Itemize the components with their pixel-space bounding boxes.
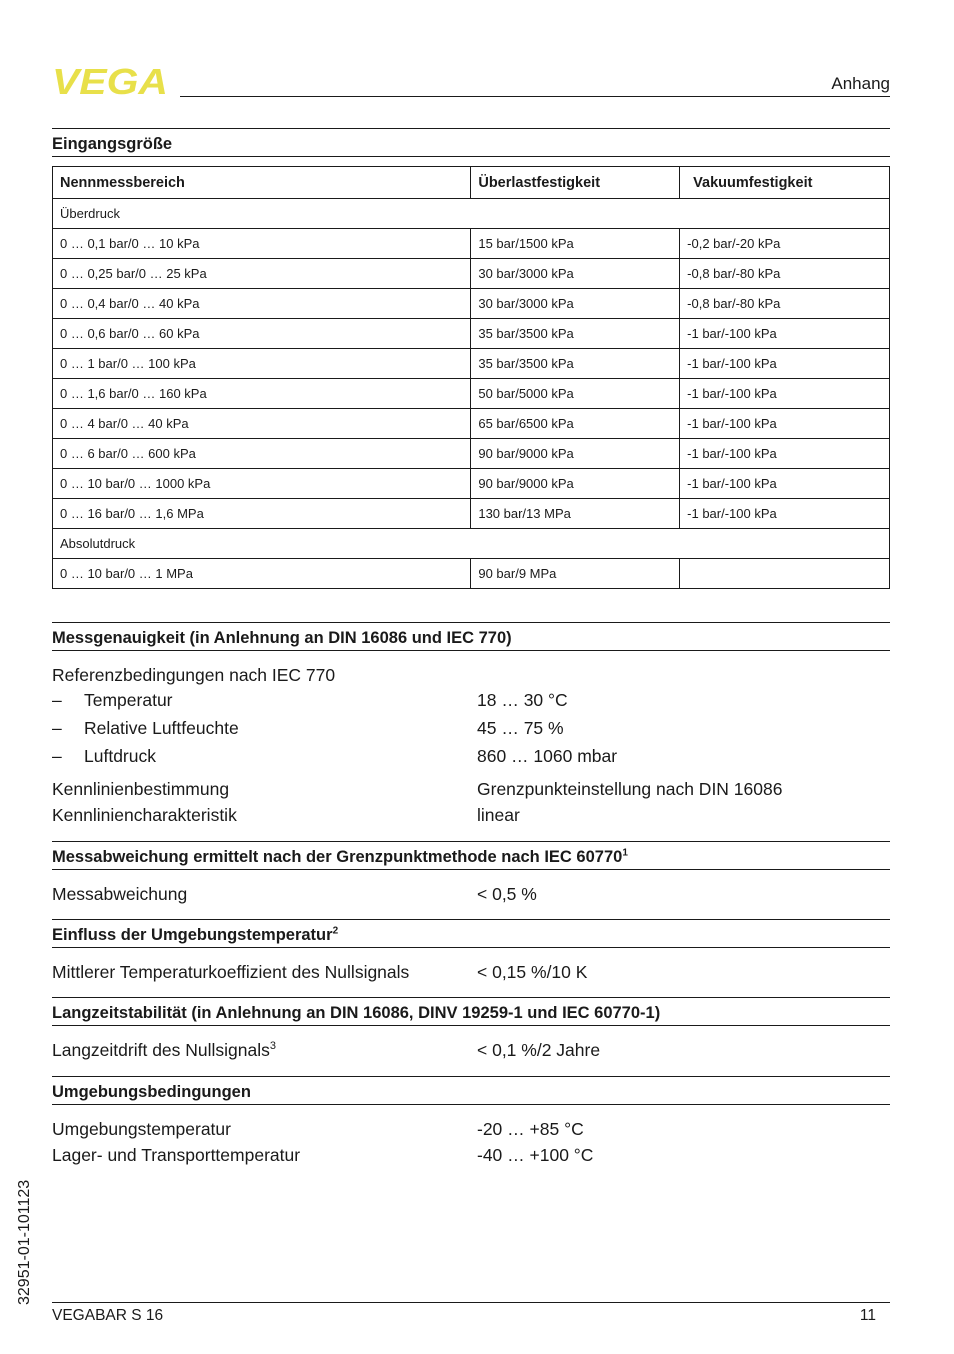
table-cell: 30 bar/3000 kPa <box>471 259 680 289</box>
table-cell: 0 … 0,1 bar/0 … 10 kPa <box>53 229 471 259</box>
column-header: Nennmessbereich <box>53 167 471 199</box>
table-cell: 130 bar/13 MPa <box>471 499 680 529</box>
section-heading-eingang <box>52 128 890 157</box>
bullet-dash: – <box>52 718 62 738</box>
spec-label: Luftdruck <box>84 746 156 766</box>
table-cell: 0 … 1,6 bar/0 … 160 kPa <box>53 379 471 409</box>
heading-text: Messabweichung ermittelt nach der Grenzpunktmethode nach IEC 60770 <box>52 848 623 866</box>
section-heading-langzeit <box>52 997 890 1026</box>
vega-logo <box>52 66 170 96</box>
spec-value: < 0,5 % <box>477 884 537 904</box>
spec-value: 18 … 30 °C <box>477 690 568 710</box>
table-cell: 50 bar/5000 kPa <box>471 379 680 409</box>
column-header: Vakuumfestigkeit <box>680 167 890 199</box>
table-cell: -0,2 bar/-20 kPa <box>680 229 890 259</box>
product-name: VEGABAR S 16 <box>52 1307 164 1324</box>
spec-value: 45 … 75 % <box>477 718 564 738</box>
spec-label-text: Langzeitdrift des Nullsignals <box>52 1040 270 1060</box>
table-cell: -0,8 bar/-80 kPa <box>680 289 890 319</box>
spec-label: Mittlerer Temperaturkoeffizient des Nullsignals <box>52 962 410 982</box>
table-row <box>53 409 890 439</box>
table-cell: 0 … 10 bar/0 … 1 MPa <box>53 559 471 589</box>
heading-text: Messgenauigkeit (in Anlehnung an DIN 16086 und IEC 770) <box>52 629 512 647</box>
spec-label: Relative Luftfeuchte <box>84 718 239 738</box>
table-header-row <box>53 167 890 199</box>
column-header: Überlastfestigkeit <box>471 167 680 199</box>
header-rule <box>180 96 890 97</box>
section-heading-messgenauigkeit <box>52 622 890 651</box>
table-row <box>53 229 890 259</box>
table-cell: -1 bar/-100 kPa <box>680 499 890 529</box>
table-cell: 35 bar/3500 kPa <box>471 319 680 349</box>
table-cell: 15 bar/1500 kPa <box>471 229 680 259</box>
document-code: 32951-01-101123 <box>16 1179 33 1305</box>
spec-label: Kennlinienbestimmung <box>52 779 230 799</box>
table-row <box>53 499 890 529</box>
table-row <box>53 319 890 349</box>
table-cell: 0 … 4 bar/0 … 40 kPa <box>53 409 471 439</box>
table-cell: -1 bar/-100 kPa <box>680 379 890 409</box>
table-row <box>53 469 890 499</box>
table-cell: 0 … 0,6 bar/0 … 60 kPa <box>53 319 471 349</box>
table-cell: 65 bar/6500 kPa <box>471 409 680 439</box>
table-cell: -1 bar/-100 kPa <box>680 319 890 349</box>
spec-label: Lager- und Transporttemperatur <box>52 1145 301 1165</box>
table-cell: -1 bar/-100 kPa <box>680 469 890 499</box>
table-cell: -0,8 bar/-80 kPa <box>680 259 890 289</box>
footnote-marker: 1 <box>622 847 628 859</box>
range-table <box>52 166 890 589</box>
table-group-row <box>53 529 890 559</box>
spec-label: Umgebungstemperatur <box>52 1119 231 1139</box>
spec-label <box>52 1040 276 1061</box>
bullet-dash: – <box>52 690 62 710</box>
spec-value: 860 … 1060 mbar <box>477 746 618 766</box>
spec-label: Messabweichung <box>52 884 188 904</box>
section-heading-einfluss <box>52 919 890 948</box>
table-row <box>53 259 890 289</box>
section-label: Anhang <box>831 74 890 93</box>
footnote-marker: 3 <box>269 1040 277 1053</box>
table-row <box>53 439 890 469</box>
table-cell: -1 bar/-100 kPa <box>680 349 890 379</box>
table-group-row <box>53 199 890 229</box>
svg-text:VEGA: VEGA <box>52 66 168 96</box>
table-cell: -1 bar/-100 kPa <box>680 409 890 439</box>
spec-value: -40 … +100 °C <box>477 1145 594 1165</box>
table-cell: 0 … 1 bar/0 … 100 kPa <box>53 349 471 379</box>
table-cell: 90 bar/9000 kPa <box>471 439 680 469</box>
table-cell: 90 bar/9000 kPa <box>471 469 680 499</box>
heading-text: Eingangsgröße <box>52 135 173 153</box>
table-row <box>53 289 890 319</box>
table-cell: 35 bar/3500 kPa <box>471 349 680 379</box>
spec-label: Referenzbedingungen nach IEC 770 <box>52 665 336 685</box>
spec-label: Temperatur <box>84 690 173 710</box>
spec-value: Grenzpunkteinstellung nach DIN 16086 <box>477 779 783 799</box>
table-cell: 30 bar/3000 kPa <box>471 289 680 319</box>
group-label-overpressure: Überdruck <box>53 199 890 229</box>
table-cell: 0 … 6 bar/0 … 600 kPa <box>53 439 471 469</box>
heading-text: Umgebungsbedingungen <box>52 1083 251 1101</box>
group-label-absolute: Absolutdruck <box>53 529 890 559</box>
table-cell: 90 bar/9 MPa <box>471 559 680 589</box>
table-row <box>53 379 890 409</box>
heading-text: Einfluss der Umgebungstemperatur <box>52 926 333 944</box>
page-number: 11 <box>859 1307 876 1324</box>
table-row <box>53 349 890 379</box>
spec-value: linear <box>477 805 520 825</box>
footnote-marker: 2 <box>332 925 339 937</box>
heading-text: Langzeitstabilität (in Anlehnung an DIN 16086, DINV 19259-1 und IEC 60770-1) <box>52 1004 661 1022</box>
footer-rule <box>52 1302 890 1303</box>
spec-value: -20 … +85 °C <box>477 1119 584 1139</box>
table-cell: 0 … 16 bar/0 … 1,6 MPa <box>53 499 471 529</box>
bullet-dash: – <box>52 746 62 766</box>
table-cell: 0 … 10 bar/0 … 1000 kPa <box>53 469 471 499</box>
section-heading-umgebung <box>52 1076 890 1105</box>
table-cell: -1 bar/-100 kPa <box>680 439 890 469</box>
table-cell: 0 … 0,25 bar/0 … 25 kPa <box>53 259 471 289</box>
table-cell: 0 … 0,4 bar/0 … 40 kPa <box>53 289 471 319</box>
section-heading-messabweichung <box>52 841 890 870</box>
spec-value: < 0,1 %/2 Jahre <box>477 1040 601 1060</box>
table-row <box>53 559 890 589</box>
spec-label: Kennliniencharakteristik <box>52 805 237 825</box>
spec-value: < 0,15 %/10 K <box>477 962 588 982</box>
table-cell <box>680 559 890 589</box>
